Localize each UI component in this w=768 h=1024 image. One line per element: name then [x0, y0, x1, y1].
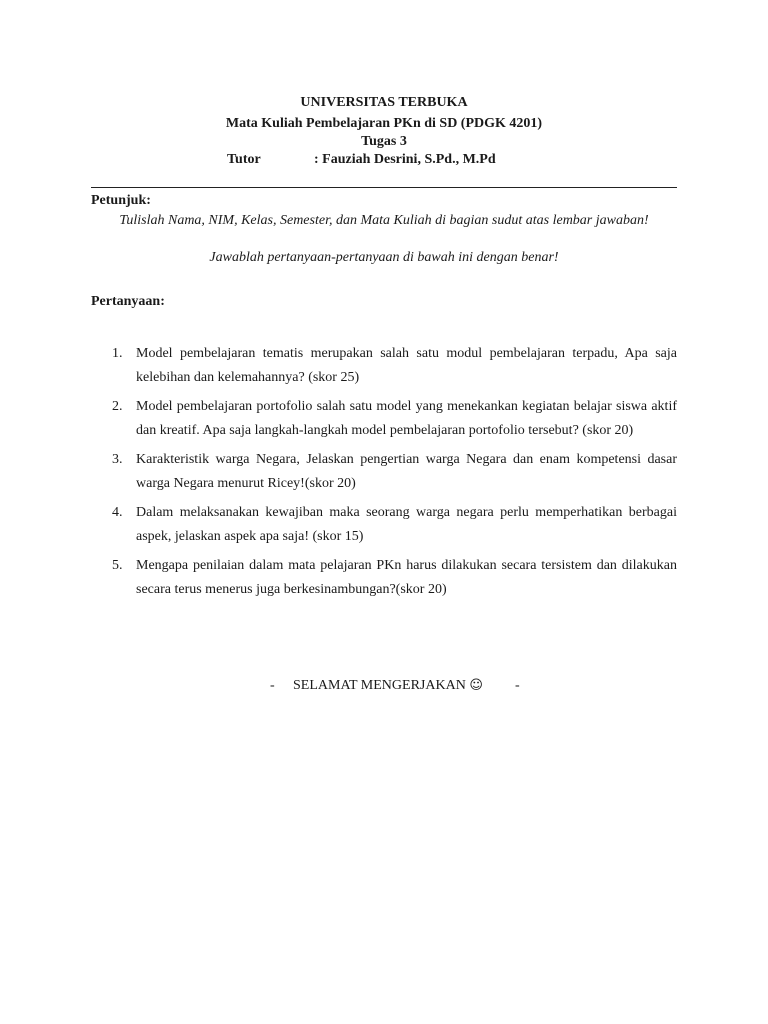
tutor-name: : Fauziah Desrini, S.Pd., M.Pd — [314, 152, 496, 167]
question-number: 5. — [112, 558, 123, 573]
question-list — [91, 342, 677, 607]
smiley-icon: ☺ — [469, 678, 483, 693]
closing-text: SELAMAT MENGERJAKAN — [293, 678, 466, 693]
question-number: 4. — [112, 505, 123, 520]
questions-heading: Pertanyaan: — [91, 294, 165, 309]
tutor-label: Tutor — [227, 152, 261, 167]
question-item — [91, 554, 677, 602]
question-text: Model pembelajaran portofolio salah satu model yang menekankan kegiatan belajar siswa aktif dan kreatif. Apa saja langkah-langkah model pembelajaran portofolio tersebut? (skor 20) — [136, 399, 677, 438]
question-text: Dalam melaksanakan kewajiban maka seorang warga negara perlu memperhatikan berbagai aspek, jelaskan aspek apa saja! (skor 15) — [136, 505, 677, 544]
question-number: 1. — [112, 346, 123, 361]
instruction-line-2: Jawablah pertanyaan-pertanyaan di bawah ini dengan benar! — [209, 250, 559, 265]
question-item — [91, 501, 677, 549]
question-text: Mengapa penilaian dalam mata pelajaran PKn harus dilakukan secara tersistem dan dilakukan secara terus menerus juga berkesinambungan?(skor 20) — [136, 558, 677, 597]
question-text: Model pembelajaran tematis merupakan salah satu modul pembelajaran terpadu, Apa saja kelebihan dan kelemahannya? (skor 25) — [136, 346, 677, 385]
question-item — [91, 448, 677, 496]
question-number: 2. — [112, 399, 123, 414]
closing-message — [293, 676, 483, 696]
question-text: Karakteristik warga Negara, Jelaskan pengertian warga Negara dan enam kompetensi dasar warga Negara menurut Ricey!(skor 20) — [136, 452, 677, 491]
instructions-heading: Petunjuk: — [91, 193, 151, 208]
question-item — [91, 395, 677, 443]
question-item — [91, 342, 677, 390]
course-title: Mata Kuliah Pembelajaran PKn di SD (PDGK 4201) — [225, 116, 543, 131]
instruction-line-1: Tulislah Nama, NIM, Kelas, Semester, dan Mata Kuliah di bagian sudut atas lembar jawaban! — [119, 213, 649, 228]
closing-dash-left: - — [270, 678, 275, 693]
question-number: 3. — [112, 452, 123, 467]
header-divider — [91, 187, 677, 188]
university-title: UNIVERSITAS TERBUKA — [300, 95, 468, 110]
closing-dash-right: - — [515, 678, 520, 693]
assignment-title: Tugas 3 — [361, 134, 407, 149]
